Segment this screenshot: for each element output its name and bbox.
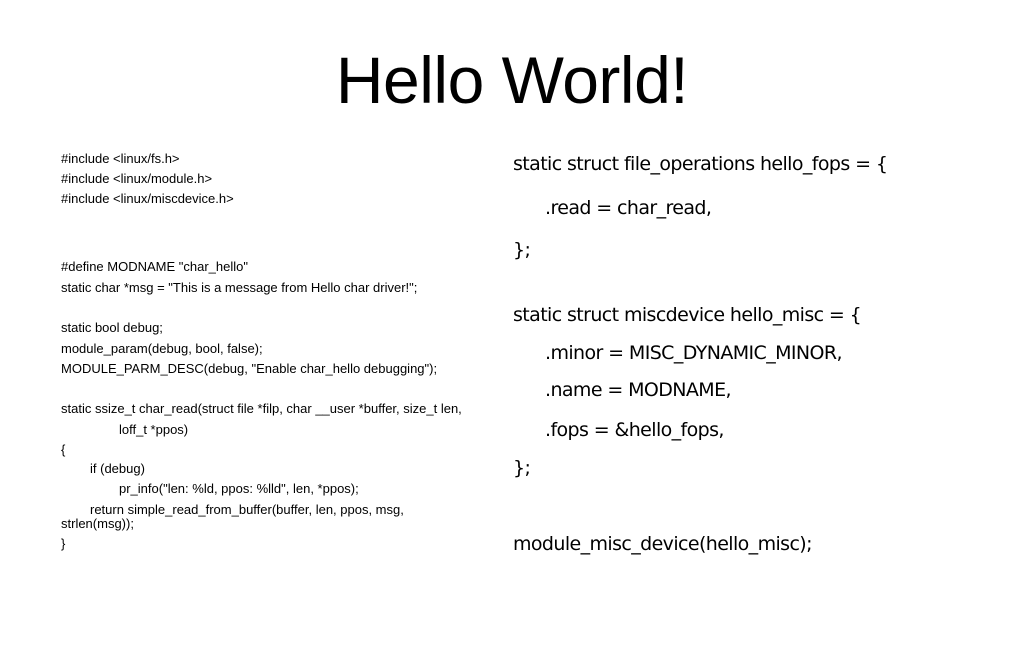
code-line: #include <linux/module.h> xyxy=(61,171,213,186)
code-line: #define MODNAME "char_hello" xyxy=(61,259,248,274)
code-line: MODULE_PARM_DESC(debug, "Enable char_hello debugging"); xyxy=(61,361,438,376)
code-line: module_misc_device(hello_misc); xyxy=(513,533,812,555)
code-line: static struct miscdevice hello_misc = { xyxy=(513,304,862,326)
code-line: }; xyxy=(513,457,531,479)
code-line: static ssize_t char_read(struct file *filp, char __user *buffer, size_t len, xyxy=(61,401,462,416)
code-line: { xyxy=(61,442,66,457)
code-line: strlen(msg)); xyxy=(61,516,134,531)
code-line: }; xyxy=(513,239,531,261)
code-line: module_param(debug, bool, false); xyxy=(61,341,263,356)
code-line: static bool debug; xyxy=(61,320,163,335)
code-line: pr_info("len: %ld, ppos: %lld", len, *ppos); xyxy=(119,481,359,496)
code-line: .minor = MISC_DYNAMIC_MINOR, xyxy=(545,342,842,364)
code-line: return simple_read_from_buffer(buffer, len, ppos, msg, xyxy=(90,502,404,517)
code-line: .name = MODNAME, xyxy=(545,379,731,401)
slide-title: Hello World! xyxy=(335,43,689,117)
code-line: .read = char_read, xyxy=(545,197,712,219)
code-line: static struct file_operations hello_fops = { xyxy=(513,153,888,175)
code-line: if (debug) xyxy=(90,461,145,476)
left-code-block xyxy=(61,0,471,551)
code-line: #include <linux/fs.h> xyxy=(61,151,180,166)
code-line: static char *msg = "This is a message from Hello char driver!"; xyxy=(61,280,418,295)
code-line: #include <linux/miscdevice.h> xyxy=(61,191,234,206)
code-line: } xyxy=(61,536,66,551)
code-line: loff_t *ppos) xyxy=(119,422,189,437)
code-line: .fops = &hello_fops, xyxy=(545,419,724,441)
